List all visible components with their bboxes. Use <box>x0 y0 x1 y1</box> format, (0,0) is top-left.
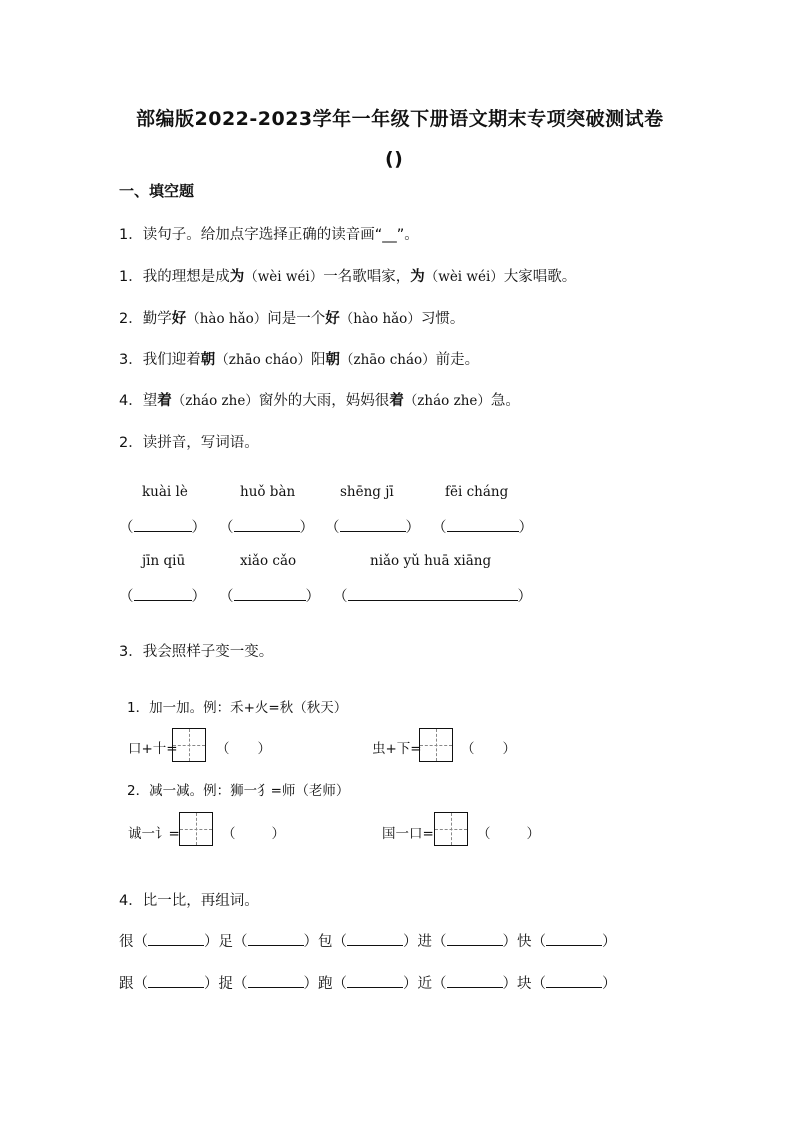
answer-blank[interactable] <box>447 932 503 946</box>
word-blank[interactable]: （ ） <box>216 741 271 757</box>
q3-part-2: 2．减一减。例：狮一犭=师（老师） <box>127 783 350 799</box>
sentence-part: 急。 <box>490 393 520 409</box>
document-title: 部编版2022-2023学年一年级下册语文期末专项突破测试卷 <box>136 108 664 130</box>
q3-part-1: 1．加一加。例：禾+火=秋（秋天） <box>127 700 348 716</box>
q1-item-4 <box>119 389 520 410</box>
equation: 诚一讠= <box>128 826 180 842</box>
question-1-prompt: 1．读句子。给加点字选择正确的读音画“__”。 <box>119 227 419 243</box>
answer-blank[interactable] <box>248 932 304 946</box>
compare-row-1: 很（ ）足（ ）包（ ）进（ ）快（ ） <box>119 934 617 950</box>
pinyin-word: fēi cháng <box>445 484 509 500</box>
sentence-part: 一名歌唱家， <box>323 269 411 285</box>
pinyin-word: shēng jī <box>340 484 394 500</box>
compare-row-2: 跟（ ）捉（ ）跑（ ）近（ ）块（ ） <box>119 976 617 992</box>
answer-blank[interactable] <box>347 974 403 988</box>
sentence-part: 我的理想是成 <box>142 269 230 285</box>
answer-blank[interactable] <box>148 974 204 988</box>
answer-blank[interactable] <box>347 932 403 946</box>
compare-char: 很 <box>119 934 134 950</box>
pinyin-choice[interactable]: （wèi wéi） <box>244 269 324 285</box>
question-4-prompt: 4．比一比，再组词。 <box>119 893 259 909</box>
compare-char: 进 <box>417 934 432 950</box>
sentence-part: 问是一个 <box>267 311 326 327</box>
answer-blank[interactable]: （ ） <box>325 520 420 536</box>
dotted-char: 好 <box>325 311 340 327</box>
sentence-part: 阳 <box>310 352 326 368</box>
answer-blank[interactable] <box>148 932 204 946</box>
tianzige-box[interactable] <box>179 812 213 846</box>
dotted-char: 朝 <box>325 352 340 368</box>
dotted-char: 着 <box>389 393 404 409</box>
answer-blank[interactable] <box>546 974 602 988</box>
sentence-part: 习惯。 <box>420 311 465 327</box>
pinyin-choice[interactable]: （zhāo cháo） <box>339 352 436 368</box>
word-blank[interactable]: （ ） <box>461 741 516 757</box>
pinyin-choice[interactable]: （hào hǎo） <box>186 311 268 327</box>
pinyin-choice[interactable]: （wèi wéi） <box>424 269 504 285</box>
item-number: 2． <box>119 311 143 327</box>
dotted-char: 着 <box>157 393 172 409</box>
dotted-char: 为 <box>410 269 425 285</box>
sentence-part: 我们迎着 <box>142 352 201 368</box>
tianzige-box[interactable] <box>419 728 453 762</box>
compare-char: 快 <box>517 934 532 950</box>
equation: 国一口= <box>382 826 434 842</box>
question-2-prompt: 2．读拼音，写词语。 <box>119 435 259 451</box>
equation: 口+十= <box>128 741 178 757</box>
sentence-part: 窗外的大雨，妈妈很 <box>258 393 390 409</box>
sentence-part: 望 <box>142 393 158 409</box>
answer-blank[interactable]: （ ） <box>119 520 206 536</box>
pinyin-choice[interactable]: （zháo zhe） <box>403 393 491 409</box>
word-blank[interactable]: （ ） <box>477 826 540 842</box>
q1-item-2 <box>119 307 464 328</box>
answer-blank[interactable]: （ ） <box>219 589 320 605</box>
answer-blank[interactable]: （ ） <box>432 520 533 536</box>
dotted-char: 好 <box>171 311 187 327</box>
word-blank[interactable]: （ ） <box>222 826 285 842</box>
item-number: 1． <box>119 269 143 285</box>
item-number: 4． <box>119 393 143 409</box>
document-title-paren: () <box>385 148 404 170</box>
sentence-part: 勤学 <box>142 311 172 327</box>
compare-char: 跟 <box>119 976 134 992</box>
answer-blank[interactable] <box>248 974 304 988</box>
answer-blank[interactable]: （ ） <box>219 520 314 536</box>
compare-char: 近 <box>417 976 432 992</box>
pinyin-word: niǎo yǔ huā xiāng <box>370 553 492 569</box>
compare-char: 块 <box>517 976 532 992</box>
answer-blank[interactable]: （ ） <box>119 589 206 605</box>
section-heading: 一、填空题 <box>119 182 195 200</box>
tianzige-box[interactable] <box>172 728 206 762</box>
pinyin-word: jīn qiū <box>142 553 186 569</box>
pinyin-word: huǒ bàn <box>240 484 296 500</box>
question-3-prompt: 3．我会照样子变一变。 <box>119 644 274 660</box>
compare-char: 足 <box>218 934 233 950</box>
compare-char: 包 <box>318 934 333 950</box>
pinyin-choice[interactable]: （zháo zhe） <box>171 393 259 409</box>
dotted-char: 为 <box>229 269 245 285</box>
answer-blank[interactable] <box>546 932 602 946</box>
tianzige-box[interactable] <box>434 812 468 846</box>
q1-item-1 <box>119 265 576 286</box>
item-number: 3． <box>119 352 143 368</box>
pinyin-word: xiǎo cǎo <box>240 553 297 569</box>
compare-char: 跑 <box>318 976 333 992</box>
pinyin-word: kuài lè <box>142 484 188 500</box>
answer-blank[interactable] <box>447 974 503 988</box>
compare-char: 捉 <box>218 976 233 992</box>
dotted-char: 朝 <box>200 352 216 368</box>
q1-item-3 <box>119 348 479 369</box>
pinyin-choice[interactable]: （hào hǎo） <box>339 311 421 327</box>
sentence-part: 前走。 <box>435 352 480 368</box>
answer-blank[interactable]: （ ） <box>333 589 532 605</box>
sentence-part: 大家唱歌。 <box>503 269 577 285</box>
equation: 虫+下= <box>372 741 422 757</box>
pinyin-choice[interactable]: （zhāo cháo） <box>215 352 311 368</box>
